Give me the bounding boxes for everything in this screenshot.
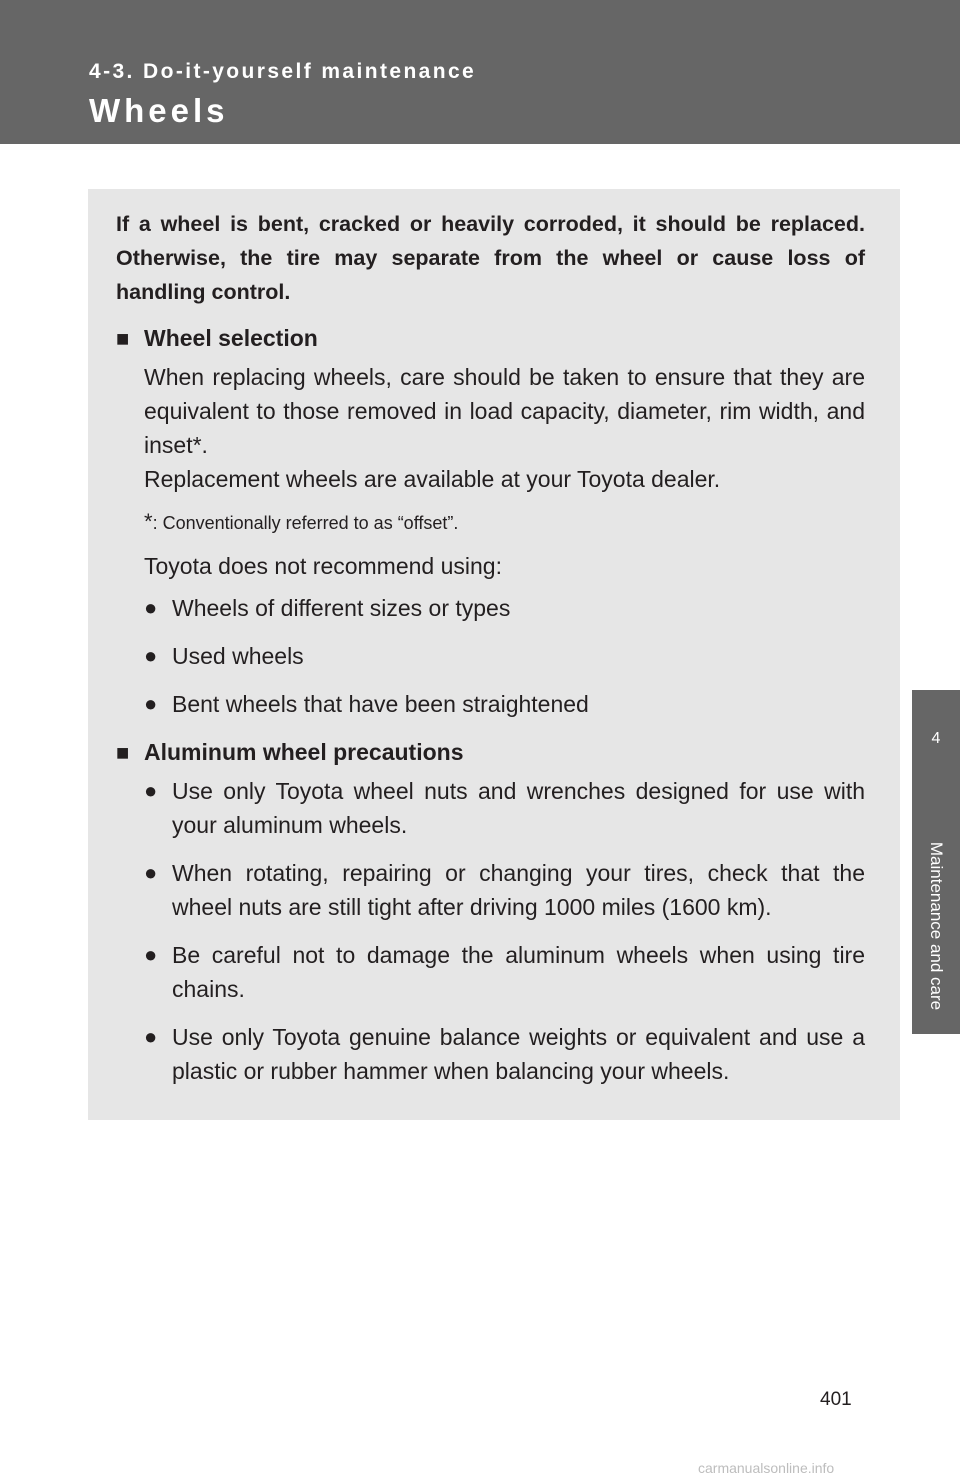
footnote: [144, 510, 865, 535]
round-bullet-icon: ●: [144, 1024, 158, 1049]
footnote-mark: *: [144, 509, 153, 534]
content-inner: [116, 207, 865, 1102]
list-item-text: Use only Toyota genuine balance weights or equivalent and use a plastic or rubber hammer when balancing your wheels.: [172, 1024, 865, 1084]
list-item-text: Be careful not to damage the aluminum wheels when using tire chains.: [172, 942, 865, 1002]
round-bullet-icon: ●: [144, 691, 158, 716]
list-item-text: When rotating, repairing or changing your tires, check that the wheel nuts are still tight after driving 1000 miles (1600 km).: [172, 860, 865, 920]
chapter-tab: [912, 690, 960, 1034]
chapter-number: 4: [931, 730, 941, 747]
list-item: [144, 687, 865, 721]
list-item-text: Use only Toyota wheel nuts and wrenches designed for use with your aluminum wheels.: [172, 778, 865, 838]
list-item: [144, 938, 865, 1006]
round-bullet-icon: ●: [144, 643, 158, 668]
list-item: [144, 591, 865, 625]
section-label: 4-3. Do-it-yourself maintenance: [89, 60, 477, 83]
square-bullet-icon: ■: [116, 740, 130, 765]
heading-text: Aluminum wheel precautions: [144, 739, 464, 765]
lead-text: Toyota does not recommend using:: [144, 553, 502, 579]
list-item: [144, 774, 865, 842]
chapter-title: Maintenance and care: [927, 841, 946, 1011]
intro-warning: If a wheel is bent, cracked or heavily corroded, it should be replaced. Otherwise, the tire may separate from the wheel or cause loss of handling control.: [116, 212, 865, 304]
list-item: [144, 856, 865, 924]
paragraph: When replacing wheels, care should be taken to ensure that they are equivalent to those removed in load capacity, diameter, rim width, and inset*.: [144, 364, 865, 458]
list-item-text: Wheels of different sizes or types: [172, 595, 511, 621]
list-item: [144, 639, 865, 673]
content-box: [88, 189, 900, 1120]
round-bullet-icon: ●: [144, 595, 158, 620]
aluminum-heading: [116, 735, 865, 770]
heading-text: Wheel selection: [144, 325, 318, 351]
list-item: [144, 1020, 865, 1088]
round-bullet-icon: ●: [144, 942, 158, 967]
round-bullet-icon: ●: [144, 860, 158, 885]
round-bullet-icon: ●: [144, 778, 158, 803]
watermark: carmanualsonline.info: [698, 1460, 835, 1476]
wheel-selection-heading: [116, 321, 865, 356]
page-number: 401: [820, 1389, 852, 1410]
square-bullet-icon: ■: [116, 326, 130, 351]
footnote-text: : Conventionally referred to as “offset”.: [152, 513, 459, 533]
paragraph: Replacement wheels are available at your Toyota dealer.: [144, 466, 721, 492]
list-item-text: Bent wheels that have been straightened: [172, 691, 589, 717]
page-header: [0, 0, 960, 144]
page-title: Wheels: [89, 92, 229, 129]
list-item-text: Used wheels: [172, 643, 304, 669]
